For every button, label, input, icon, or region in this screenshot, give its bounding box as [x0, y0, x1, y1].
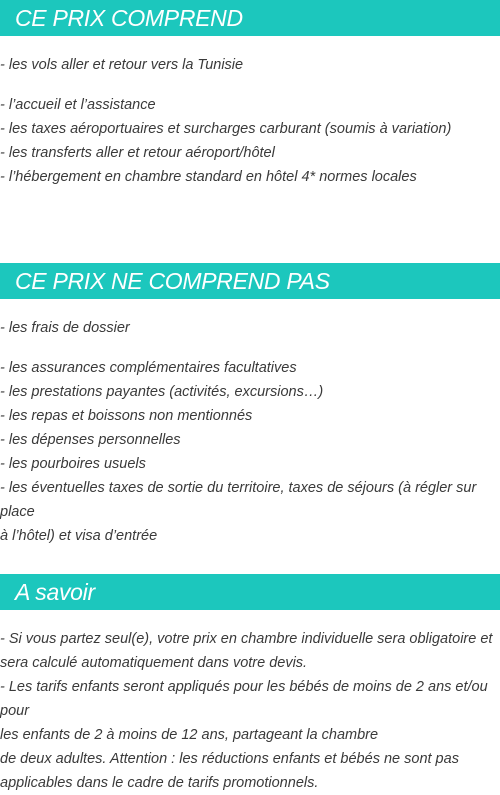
text-line: les enfants de 2 à moins de 12 ans, partageant la chambre — [0, 727, 379, 743]
list-item: - les assurances complémentaires facultatives — [0, 360, 297, 376]
list-item: - les repas et boissons non mentionnés — [0, 408, 253, 424]
text-line: - Les tarifs enfants seront appliqués pour les bébés de moins de 2 ans et/ou pour — [0, 679, 488, 719]
section-header-included: CE PRIX COMPREND — [0, 0, 500, 36]
list-item: à l’hôtel) et visa d’entrée — [0, 528, 158, 544]
text-line: applicables dans le cadre de tarifs promotionnels. — [0, 775, 319, 791]
list-item: - les prestations payantes (activités, excursions…) — [0, 384, 324, 400]
list-item: - les frais de dossier — [0, 320, 130, 336]
included-list — [0, 53, 500, 189]
text-line: de deux adultes. Attention : les réductions enfants et bébés ne sont pas — [0, 751, 459, 767]
text-line: sera calculé automatiquement dans votre devis. — [0, 655, 308, 671]
list-item: - les taxes aéroportuaires et surcharges carburant (soumis à variation) — [0, 121, 452, 137]
a-savoir-text — [0, 627, 500, 795]
section-header-not-included: CE PRIX NE COMPREND PAS — [0, 263, 500, 299]
list-item: - les dépenses personnelles — [0, 432, 181, 448]
list-item: - les transferts aller et retour aéroport/hôtel — [0, 145, 275, 161]
list-item: - les éventuelles taxes de sortie du territoire, taxes de séjours (à régler sur place — [0, 480, 477, 520]
list-item: - les pourboires usuels — [0, 456, 146, 472]
list-item: - l’hébergement en chambre standard en hôtel 4* normes locales — [0, 169, 417, 185]
list-item: - l’accueil et l’assistance — [0, 97, 156, 113]
list-item: - les vols aller et retour vers la Tunisie — [0, 57, 244, 73]
not-included-list — [0, 316, 500, 548]
text-line: - Si vous partez seul(e), votre prix en chambre individuelle sera obligatoire et — [0, 631, 493, 647]
section-header-a-savoir: A savoir — [0, 574, 500, 610]
